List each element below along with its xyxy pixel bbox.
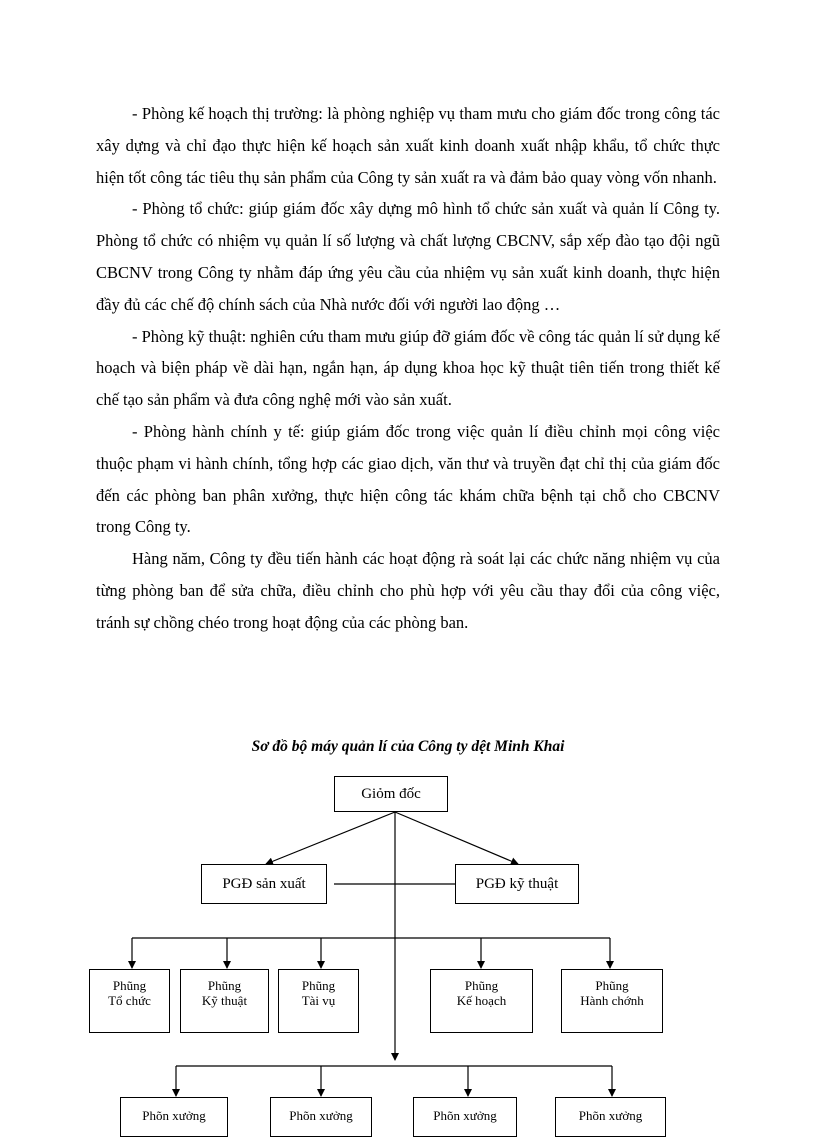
paragraph-annual-review: Hàng năm, Công ty đều tiến hành các hoạt động rà soát lại các chức năng nhiệm vụ của từng phòng ban để sửa chữa, điều chỉnh cho phù hợp với yêu cầu thay đổi của công việc, tránh sự chồng chéo trong hoạt động của các phòng ban. xyxy=(96,549,720,632)
department-line2: Tổ chức xyxy=(108,993,151,1008)
connector-director-deputy-technical xyxy=(395,812,518,864)
department-line1: Phũng xyxy=(112,978,147,993)
director-box xyxy=(334,776,448,812)
department-box-organization xyxy=(89,969,170,1033)
department-box-technical xyxy=(180,969,269,1033)
workshop-box-1 xyxy=(120,1097,228,1137)
deputy-production-label: PGĐ sản xuất xyxy=(222,875,306,892)
department-box-finance xyxy=(278,969,359,1033)
paragraph-admin-dept: - Phòng hành chính y tế: giúp giám đốc trong việc quản lí điều chỉnh mọi công việc thuộc phạm vi hành chính, tổng hợp các giao dịch, văn thư và truyền đạt chỉ thị của giám đốc đến các phòng ban phân xưởng, thực hiện công tác khám chữa bệnh tại chỗ cho CBCNV trong Công ty. xyxy=(96,421,720,537)
paragraph-technical-dept: - Phòng kỹ thuật: nghiên cứu tham mưu giúp đỡ giám đốc về công tác quản lí sử dụng kế hoạch và biện pháp về dài hạn, ngắn hạn, áp dụng khoa học kỹ thuật tiên tiến trong thiết kế chế tạo sản phẩm và đưa công nghệ mới vào sản xuất. xyxy=(96,326,720,410)
paragraph-organization-dept: - Phòng tổ chức: giúp giám đốc xây dựng mô hình tổ chức sản xuất và quản lí Công ty. Phòng tổ chức có nhiệm vụ quản lí số lượng và chất lượng CBCNV, sắp xếp đào tạo đội ngũ CBCNV trong Công ty nhằm đáp ứng yêu cầu của nhiệm vụ sản xuất kinh doanh, thực hiện đầy đủ các chế độ chính sách của Nhà nước đối với người lao động … xyxy=(96,199,720,314)
department-line1: Phũng xyxy=(207,978,242,993)
director-label: Giỏm đốc xyxy=(361,785,421,802)
paragraph-planning-dept: - Phòng kế hoạch thị trường: là phòng nghiệp vụ tham mưu cho giám đốc trong công tác xây dựng và chỉ đạo thực hiện kế hoạch sản xuất kinh doanh xuất nhập khẩu, tổ chức thực hiện tốt công tác tiêu thụ sản phẩm của Công ty sản xuất ra và đảm bảo quay vòng vốn nhanh. xyxy=(96,104,720,187)
department-line1: Phũng xyxy=(464,978,499,993)
workshop-label: Phõn xưởng xyxy=(578,1108,643,1123)
org-chart-title: Sơ đồ bộ máy quản lí của Công ty dệt Minh Khai xyxy=(251,738,565,755)
department-box-administration xyxy=(561,969,663,1033)
department-line1: Phũng xyxy=(595,978,629,993)
deputy-production-box xyxy=(201,864,327,904)
department-line2: Hành chớnh xyxy=(580,993,644,1008)
workshop-box-3 xyxy=(413,1097,517,1137)
deputy-technical-label: PGĐ kỹ thuật xyxy=(475,875,559,892)
deputy-technical-box xyxy=(455,864,579,904)
department-line2: Tài vụ xyxy=(301,993,336,1008)
workshop-box-2 xyxy=(270,1097,372,1137)
department-line2: Kế hoạch xyxy=(456,993,507,1008)
workshop-label: Phõn xưởng xyxy=(289,1108,353,1123)
workshop-box-4 xyxy=(555,1097,666,1137)
department-box-planning xyxy=(430,969,533,1033)
workshop-label: Phõn xưởng xyxy=(433,1108,497,1123)
department-line2: Kỹ thuật xyxy=(201,993,248,1008)
connector-director-deputy-production xyxy=(266,812,395,864)
workshop-label: Phõn xưởng xyxy=(142,1108,206,1123)
department-line1: Phũng xyxy=(301,978,336,993)
